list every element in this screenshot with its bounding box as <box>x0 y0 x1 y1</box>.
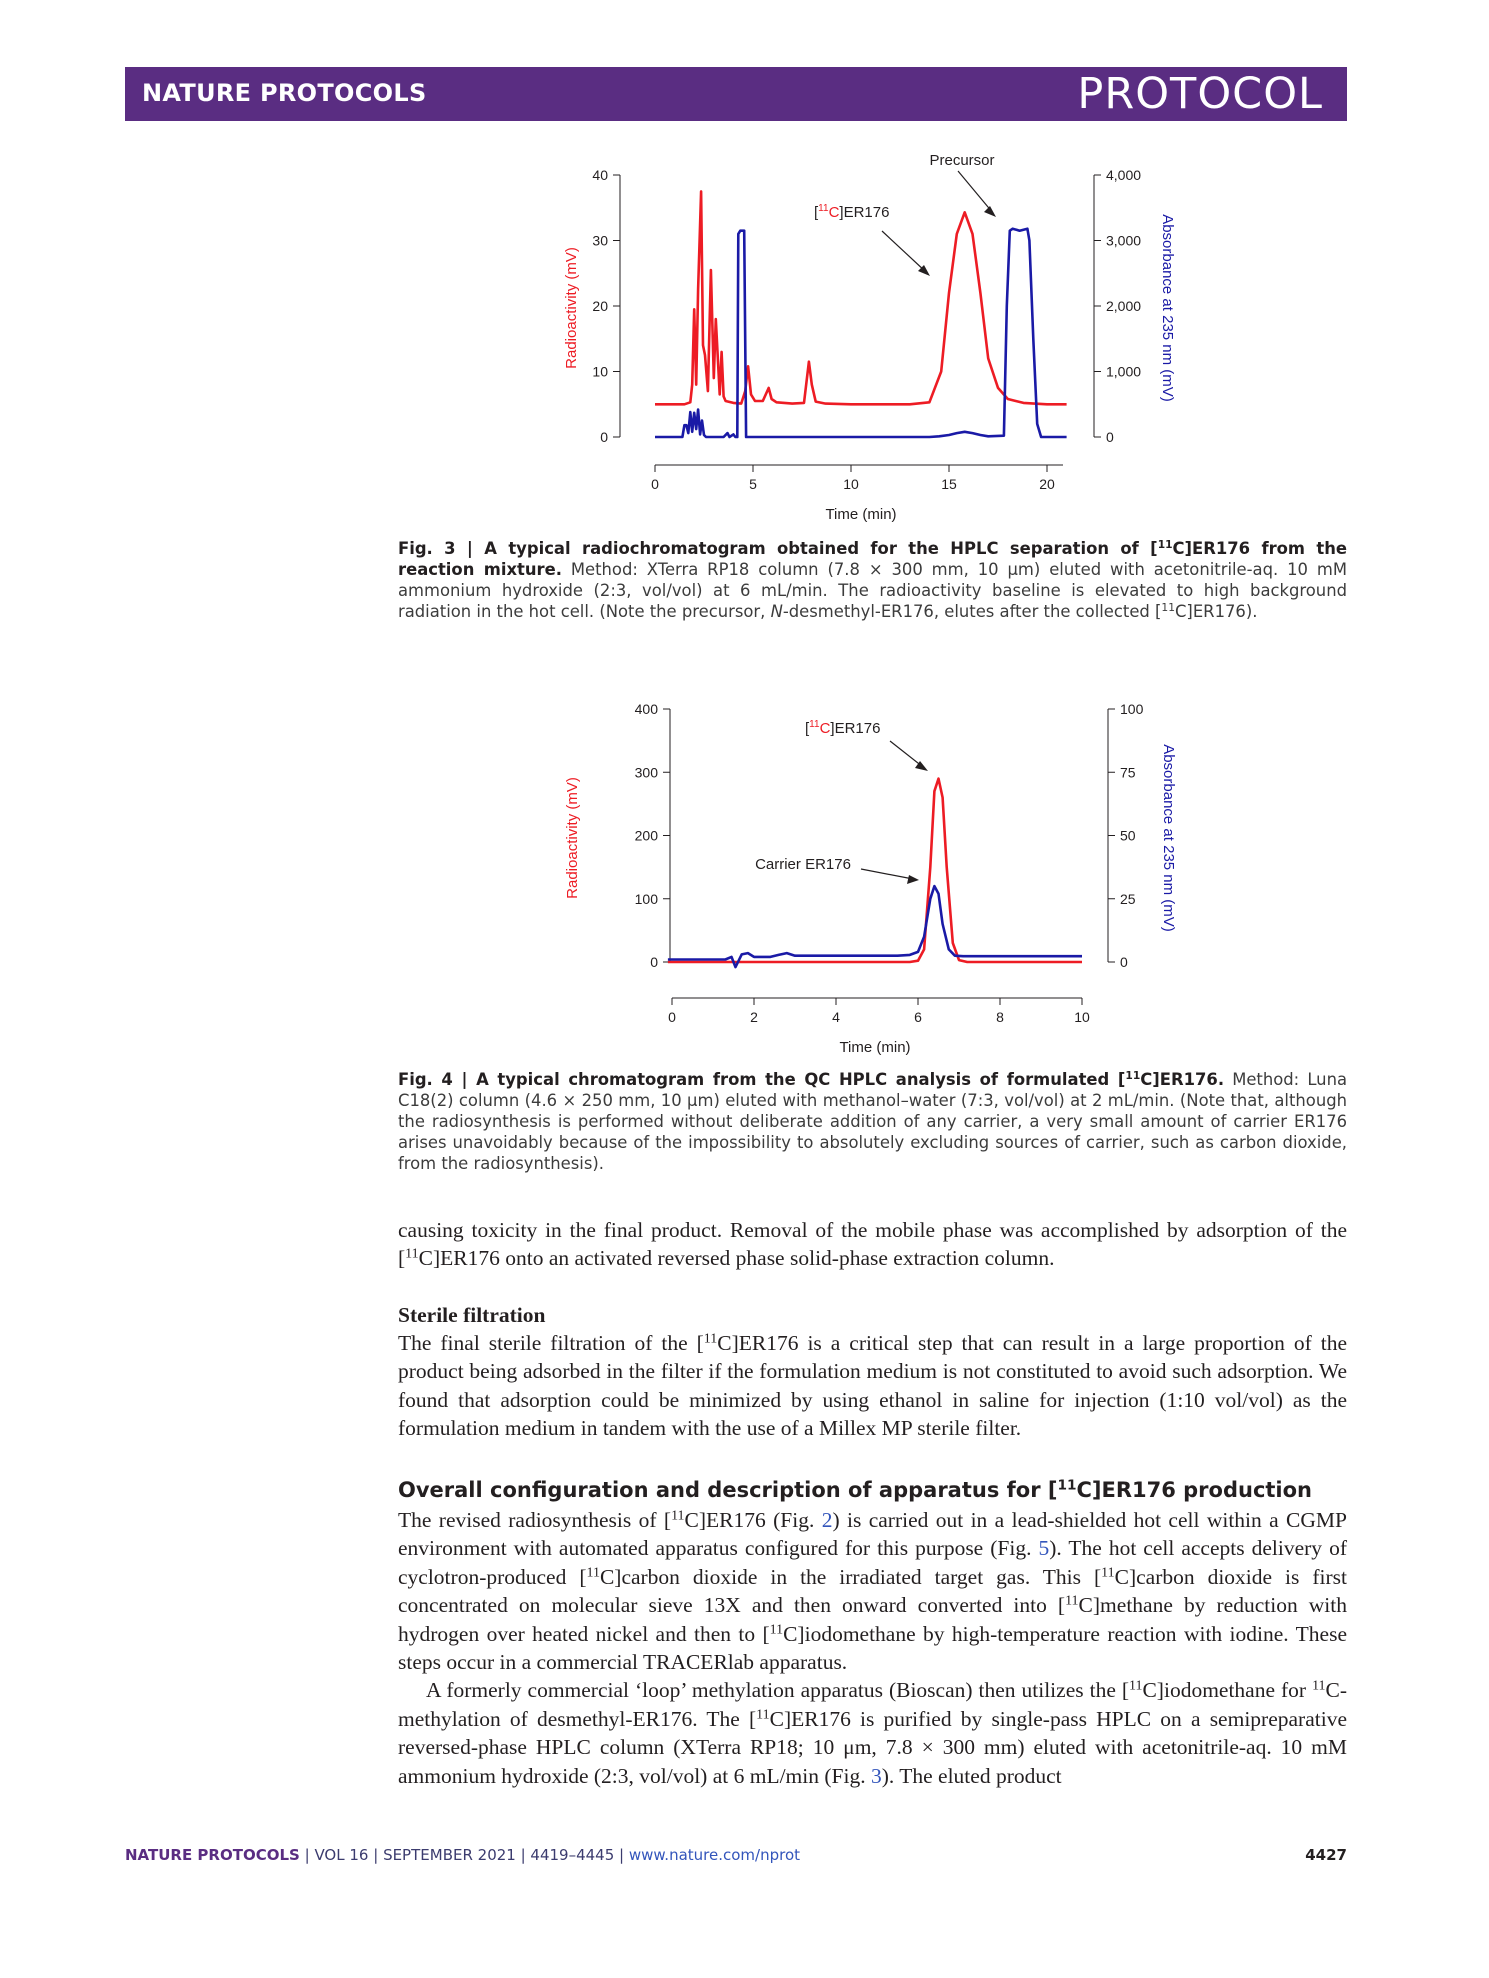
fig3-x-tick-label: 5 <box>749 476 757 492</box>
fig3-y-tick-label-right: 4,000 <box>1106 167 1142 183</box>
fig3-y-tick-label-right: 0 <box>1106 429 1114 445</box>
fig4-carrier-label: Carrier ER176 <box>755 856 851 873</box>
fig4-xlabel: Time (min) <box>839 1039 911 1056</box>
fig4-y-tick-label-right: 0 <box>1120 954 1128 970</box>
fig4-axes <box>635 701 1144 1025</box>
fig4-product-label: [$^{11}$C]ER176 <box>805 719 881 737</box>
fig3-ylabel-right: Absorbance at 235 nm (mV) <box>1159 214 1176 402</box>
body-paragraph-1: causing toxicity in the final product. Removal of the mobile phase was accomplished by adsorption of the [$^{11}$C]ER176 onto an activated reversed phase solid-phase extraction column. <box>398 1218 1347 1271</box>
fig4-plot-area <box>668 779 1082 968</box>
fig3-product-label: [$^{11}$C]ER176 <box>814 203 890 221</box>
article-type-label: PROTOCOL <box>1077 69 1323 119</box>
body-paragraph-3: The revised radiosynthesis of [$^{11}$C]ER176 (Fig. 2) is carried out in a lead-shielded hot cell within a CGMP environment with automated apparatus configured for this purpose (Fig. 5). The hot cell accepts delivery of cyclotron-produced [$^{11}$C]carbon dioxide in the irradiated target gas. This [$^{11}$C]carbon dioxide is first concentrated on molecular sieve 13X and then onward converted into [$^{11}$C]methane by reduction with hydrogen over heated nickel and then to [$^{11}$C]iodomethane by high-temperature reaction with iodine. These steps occur in a commercial TRACERlab apparatus. A formerly commercial ‘loop’ methylation apparatus (Bioscan) then utilizes the [$^{11}$C]iodomethane for $^{11}$C-methylation of desmethyl-ER176. The [$^{11}$C]ER176 is purified by single-pass HPLC on a semipreparative reversed-phase HPLC column (XTerra RP18; 10 μm, 7.8 × 300 mm) eluted with acetonitrile-aq. 10 mM ammonium hydroxide (2:3, vol/vol) at 6 mL/min (Fig. 3). The eluted product <box>398 1506 1347 1790</box>
fig4-x-tick-label: 6 <box>914 1009 922 1025</box>
fig4-y-tick-label-left: 200 <box>634 827 658 844</box>
fig3-y-tick-label-right: 3,000 <box>1106 232 1142 249</box>
fig3-y-tick-label-left: 30 <box>592 232 608 249</box>
fig4-series-radioactivity-line <box>668 779 1082 962</box>
fig3-y-tick-label-left: 10 <box>592 363 608 380</box>
fig4-carrier-arrowhead <box>907 875 919 884</box>
fig4-y-tick-label-left: 100 <box>634 890 658 907</box>
fig4-x-tick-label: 10 <box>1074 1009 1090 1025</box>
fig4-y-tick-label-right: 25 <box>1120 890 1136 907</box>
page-number: 4427 <box>1305 1846 1347 1864</box>
fig4-y-tick-label-right: 100 <box>1120 701 1144 717</box>
journal-name: NATURE PROTOCOLS <box>142 79 427 107</box>
fig3-y-tick-label-left: 40 <box>592 167 608 183</box>
fig3-x-tick-label: 15 <box>941 476 957 492</box>
fig4-x-tick-label: 0 <box>668 1009 676 1025</box>
fig4-x-tick-label: 2 <box>750 1009 758 1025</box>
fig3-link[interactable]: 3 <box>870 1763 882 1788</box>
journal-url-link[interactable]: www.nature.com/nprot <box>628 1846 801 1864</box>
fig4-y-tick-label-left: 400 <box>634 701 658 717</box>
fig4-carrier-arrow <box>861 869 913 879</box>
fig4-x-tick-label: 8 <box>996 1009 1004 1025</box>
fig4-series-absorbance-line <box>668 886 1082 967</box>
fig4-y-tick-label-right: 50 <box>1120 827 1136 844</box>
figure-4-caption: Fig. 4 | A typical chromatogram from the QC HPLC analysis of formulated [$^{11}$C]ER176. Method: Luna C18(2) column (4.6 × 250 mm, 10 μm) eluted with methanol–water (7:3, vol/vol) at 2 mL/min. (Note that, although the radiosynthesis is performed without deliberate addition of any carrier, a very small amount of carrier ER176 arises unavoidably because of the impossibility to absolutely excluding sources of carrier, such as carbon dioxide, from the radiosynthesis). <box>398 1069 1347 1173</box>
page-footer <box>125 1846 1347 1864</box>
fig4-product-arrow <box>890 741 923 767</box>
fig3-y-tick-label-left: 0 <box>600 429 608 445</box>
fig4-ylabel-left: Radioactivity (mV) <box>564 777 581 899</box>
fig3-x-tick-label: 10 <box>843 476 859 492</box>
fig3-y-tick-label-right: 2,000 <box>1106 298 1142 314</box>
fig4-y-tick-label-left: 0 <box>650 954 658 970</box>
fig3-precursor-label: Precursor <box>929 152 995 169</box>
fig3-y-tick-label-left: 20 <box>592 298 608 314</box>
section-heading-apparatus: Overall configuration and description of apparatus for [$^{11}$C]ER176 production <box>398 1477 1313 1502</box>
fig3-x-tick-label: 20 <box>1039 476 1055 492</box>
fig3-caption-label: Fig. 3 | A typical radiochromatogram obtained for the HPLC separation of [$^{11}$C]ER176 from the reaction mixture. <box>398 538 1348 579</box>
footer-citation: NATURE PROTOCOLS | VOL 16 | SEPTEMBER 2021 | 4419–4445 | www.nature.com/nprot <box>125 1846 801 1864</box>
fig2-link[interactable]: 2 <box>821 1508 833 1532</box>
fig4-ylabel-right: Absorbance at 235 nm (mV) <box>1160 744 1177 932</box>
fig3-ylabel-left: Radioactivity (mV) <box>563 247 580 369</box>
subheading-sterile-filtration: Sterile filtration <box>398 1303 546 1327</box>
fig4-caption-label: Fig. 4 | A typical chromatogram from the QC HPLC analysis of formulated [$^{11}$C]ER176. <box>398 1069 1225 1089</box>
fig5-link[interactable]: 5 <box>1038 1536 1050 1561</box>
fig3-x-tick-label: 0 <box>651 476 659 492</box>
fig3-y-tick-label-right: 1,000 <box>1106 363 1142 380</box>
fig4-y-tick-label-left: 300 <box>634 764 658 781</box>
body-paragraph-2: The final sterile filtration of the [$^{11}$C]ER176 is a critical step that can result in a large proportion of the product being adsorbed in the filter if the formulation medium is not constituted to avoid such adsorption. We found that adsorption could be minimized by using ethanol in saline for injection (1:10 vol/vol) as the formulation medium in tandem with the use of a Millex MP sterile filter. <box>398 1331 1348 1441</box>
fig4-y-tick-label-right: 75 <box>1120 764 1136 781</box>
fig4-x-tick-label: 4 <box>832 1009 840 1025</box>
figure-3-caption: Fig. 3 | A typical radiochromatogram obtained for the HPLC separation of [$^{11}$C]ER176 from the reaction mixture. Method: XTerra RP18 column (7.8 × 300 mm, 10 μm) eluted with acetonitrile-aq. 10 mM ammonium hydroxide (2:3, vol/vol) at 6 mL/min. The radioactivity baseline is elevated to high background radiation in the hot cell. (Note the precursor, N-desmethyl-ER176, elutes after the collected [$^{11}$C]ER176). <box>398 538 1348 621</box>
body-paragraph-4: A formerly commercial ‘loop’ methylation apparatus (Bioscan) then utilizes the [$^{11}$C]iodomethane for $^{11}$C-methylation of desmethyl-ER176. The [$^{11}$C]ER176 is purified by single-pass HPLC on a semipreparative reversed-phase HPLC column (XTerra RP18; 10 μm, 7.8 × 300 mm) eluted with acetonitrile-aq. 10 mM ammonium hydroxide (2:3, vol/vol) at 6 mL/min (Fig. 3). The eluted product <box>398 1678 1348 1788</box>
fig3-xlabel: Time (min) <box>825 506 897 523</box>
